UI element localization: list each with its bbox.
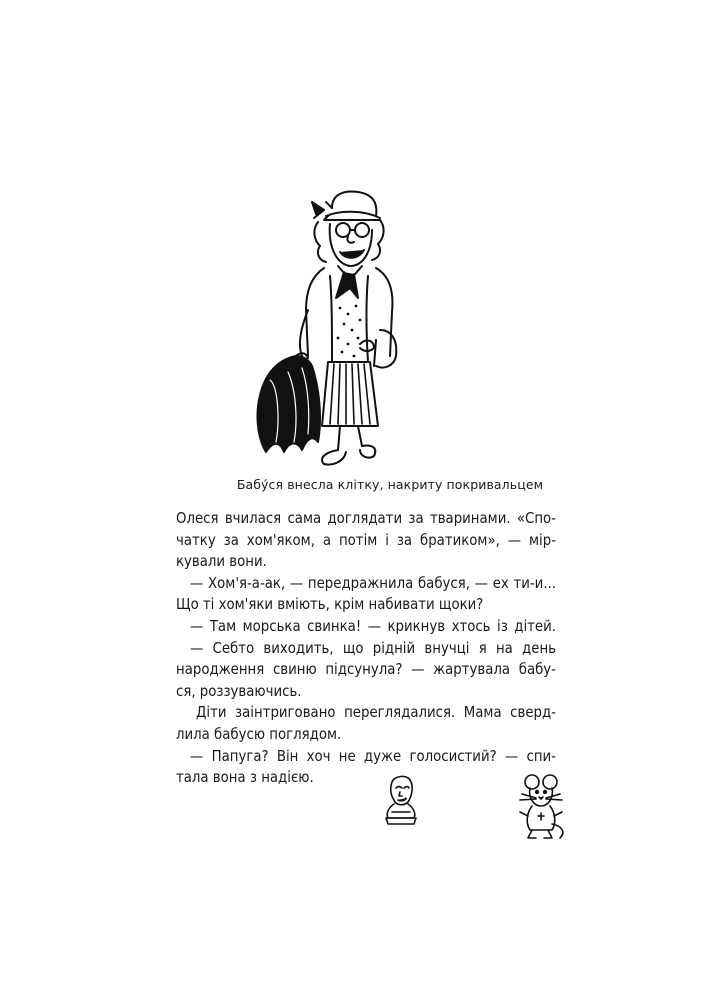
text-line: чатку за хом'яком, а потім і за братиком», — мір-: [176, 531, 556, 549]
text-line: Діти заінтриговано переглядалися. Мама сверд-: [196, 704, 556, 722]
text-line: кували вони.: [176, 553, 267, 571]
text-line: Що ті хом'яки вміють, крім набивати щоки?: [176, 596, 484, 614]
text-line: лила бабусю поглядом.: [176, 725, 342, 743]
text-line: — Папуга? Він хоч не дуже голосистий? — спи-: [190, 747, 556, 765]
text-line: — Себто виходить, що рідній внучці я на день: [190, 639, 556, 657]
mouse-sketch-icon: [508, 772, 570, 844]
caption-text: Бабу́ся внесла клітку, накриту покривальцем: [236, 477, 544, 492]
text-line: ся, роззуваючись.: [176, 682, 302, 700]
text-line: народження свиню підсунула? — жартувала бабу-: [176, 661, 556, 679]
text-line: тала вона з надією.: [176, 769, 314, 787]
body-text: [176, 508, 556, 789]
grandmother-with-cage-illustration: [240, 180, 410, 470]
text-line: — Там морська свинка! — крикнув хтось із дітей.: [190, 617, 556, 635]
text-line: Олеся вчилася сама доглядати за тваринами. «Спо-: [176, 510, 556, 527]
illustration-caption: [0, 477, 720, 492]
text-line: — Хом'я-а-ак, — передражнила бабуся, — ех ти-и...: [190, 574, 556, 592]
bust-sketch-icon: [380, 772, 422, 828]
